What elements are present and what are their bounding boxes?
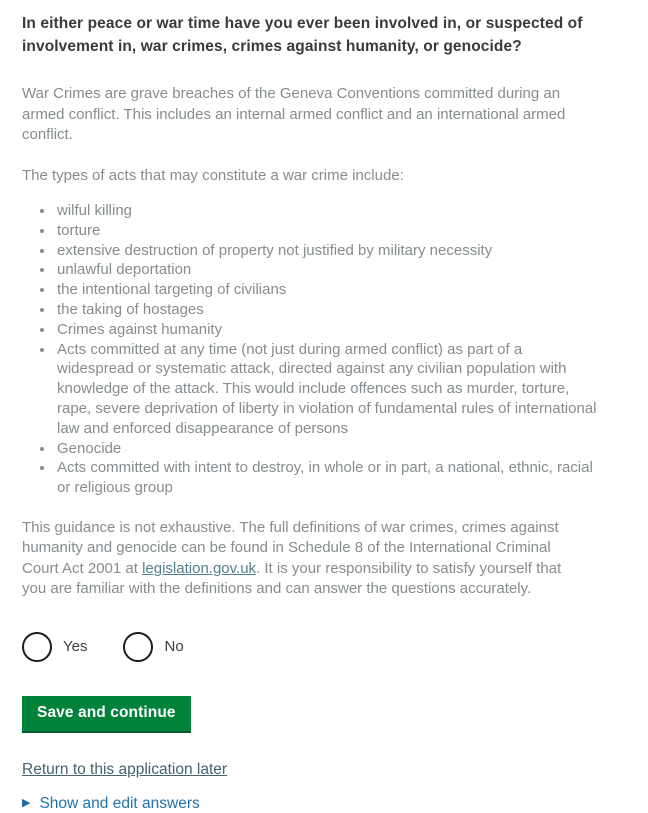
radio-option-yes[interactable] — [22, 632, 87, 662]
radio-no-circle[interactable] — [123, 632, 153, 662]
radio-option-no[interactable] — [123, 632, 183, 662]
guidance-text-before-link: This guidance is not exhaustive. The full definitions of war crimes, crimes against humanity and genocide can be found in Schedule 8 of the International Criminal Court Act 2001 at — [22, 518, 559, 577]
list-item: • the intentional targeting of civilians — [55, 280, 600, 300]
list-item: • unlawful deportation — [55, 260, 600, 280]
radio-no-label: No — [164, 638, 184, 656]
list-item: • Acts committed at any time (not just during armed conflict) as part of a widespread or systematic attack, directed against any civilian population with knowledge of the attack. This would include offences such as murder, torture, rape, severe deprivation of liberty in violation of fundamental rules of international law and enforced disappearance of persons — [55, 340, 600, 439]
list-item: • torture — [55, 221, 600, 241]
guidance-text-after-link: . It is your responsibility to satisfy yourself that you are familiar with the definitions and can answer the questions accurately. — [22, 559, 562, 598]
list-intro-paragraph: The types of acts that may constitute a war crime include: — [22, 166, 404, 184]
yes-no-radio-group — [22, 632, 620, 662]
radio-yes-label: Yes — [63, 638, 88, 656]
list-item: • the taking of hostages — [55, 300, 600, 320]
list-item: • Acts committed with intent to destroy, in whole or in part, a national, ethnic, racial or religious group — [55, 458, 600, 498]
war-crime-acts-list — [22, 201, 620, 498]
list-item: • Crimes against humanity — [55, 320, 600, 340]
war-crimes-definition-paragraph: War Crimes are grave breaches of the Geneva Conventions committed during an armed conflict. This includes an internal armed conflict and an international armed conflict. — [22, 85, 566, 143]
guidance-paragraph — [22, 518, 582, 600]
list-item: • Genocide — [55, 439, 600, 459]
radio-yes-circle[interactable] — [22, 632, 52, 662]
list-item: • extensive destruction of property not justified by military necessity — [55, 241, 600, 261]
save-and-continue-button[interactable]: Save and continue — [22, 696, 191, 731]
disclosure-triangle-icon: ▶ — [22, 797, 31, 810]
list-item: • wilful killing — [55, 201, 600, 221]
question-heading: In either peace or war time have you ever been involved in, or suspected of involvement in, war crimes, crimes against humanity, or genocide? — [22, 15, 583, 55]
show-and-edit-answers-label: Show and edit answers — [39, 794, 200, 812]
legislation-link[interactable]: legislation.gov.uk — [142, 559, 257, 577]
return-to-application-later-link[interactable]: Return to this application later — [22, 760, 228, 778]
show-and-edit-answers-toggle[interactable] — [22, 795, 620, 813]
